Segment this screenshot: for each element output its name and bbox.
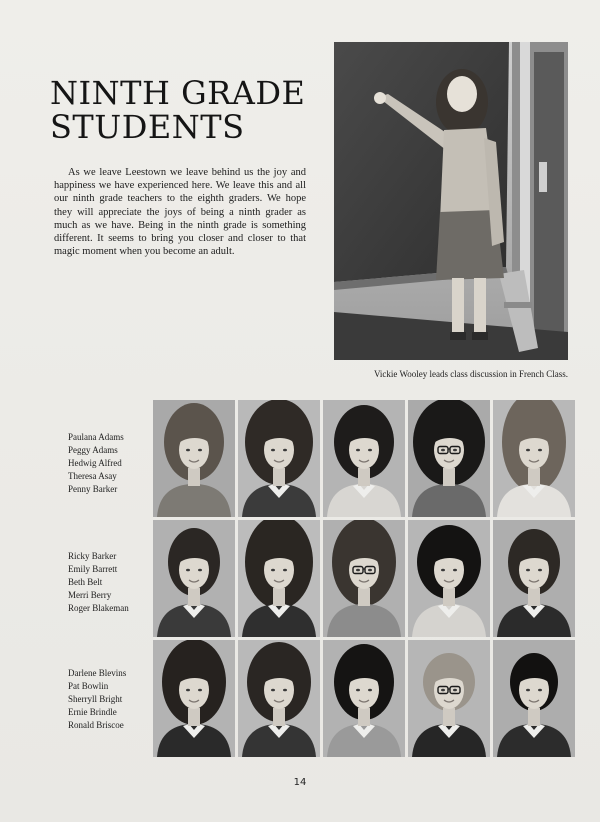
- student-name: Theresa Asay: [68, 471, 117, 482]
- student-portrait-grid: [153, 400, 571, 757]
- name-list-row-1: [68, 431, 124, 496]
- student-portrait-photo: [153, 400, 235, 517]
- student-name: Pat Bowlin: [68, 681, 109, 692]
- student-portrait-photo: [238, 520, 320, 637]
- student-name: Darlene Blevins: [68, 668, 127, 678]
- student-portrait-photo: [238, 400, 320, 517]
- page-number: 14: [293, 777, 307, 788]
- student-portrait-photo: [323, 520, 405, 637]
- student-portrait-photo: [408, 400, 490, 517]
- intro-paragraph: As we leave Leestown we leave behind us the joy and happiness we have experienced here. We leave this and all our ninth grade teachers to the eighth graders. We hope they will appreciate the joys of being a ninth grader as much as we have. Being in the ninth grade is something different. It seems to bring you closer and closer to that magic moment when you become an adult.: [54, 167, 306, 258]
- student-portrait-photo: [153, 640, 235, 757]
- student-portrait-photo: [238, 640, 320, 757]
- student-portrait-photo: [493, 400, 575, 517]
- name-list-row-2: [68, 550, 129, 615]
- student-name: Sherryll Bright: [68, 694, 123, 705]
- page-title-line-2: STUDENTS: [50, 108, 245, 146]
- student-portrait-photo: [493, 520, 575, 637]
- student-name: Beth Belt: [68, 577, 103, 588]
- page-title: [50, 76, 320, 144]
- student-portrait-photo: [323, 640, 405, 757]
- feature-photo-classroom: [334, 42, 568, 360]
- student-portrait-photo: [323, 400, 405, 517]
- student-name: Emily Barrett: [68, 564, 118, 575]
- student-name: Ricky Barker: [68, 551, 117, 561]
- student-name: Ernie Brindle: [68, 707, 117, 718]
- name-list-row-3: [68, 667, 126, 732]
- student-name: Penny Barker: [68, 484, 118, 495]
- student-name: Merri Berry: [68, 590, 112, 601]
- student-portrait-photo: [153, 520, 235, 637]
- student-name: Paulana Adams: [68, 432, 124, 442]
- student-portrait-photo: [493, 640, 575, 757]
- student-portrait-photo: [408, 640, 490, 757]
- student-name: Roger Blakeman: [68, 603, 129, 614]
- page-title-line-1: NINTH GRADE: [50, 74, 306, 112]
- student-name: Ronald Briscoe: [68, 720, 124, 731]
- feature-photo-caption: Vickie Wooley leads class discussion in French Class.: [373, 369, 568, 379]
- student-name: Peggy Adams: [68, 445, 118, 456]
- student-name: Hedwig Alfred: [68, 458, 122, 469]
- student-portrait-photo: [408, 520, 490, 637]
